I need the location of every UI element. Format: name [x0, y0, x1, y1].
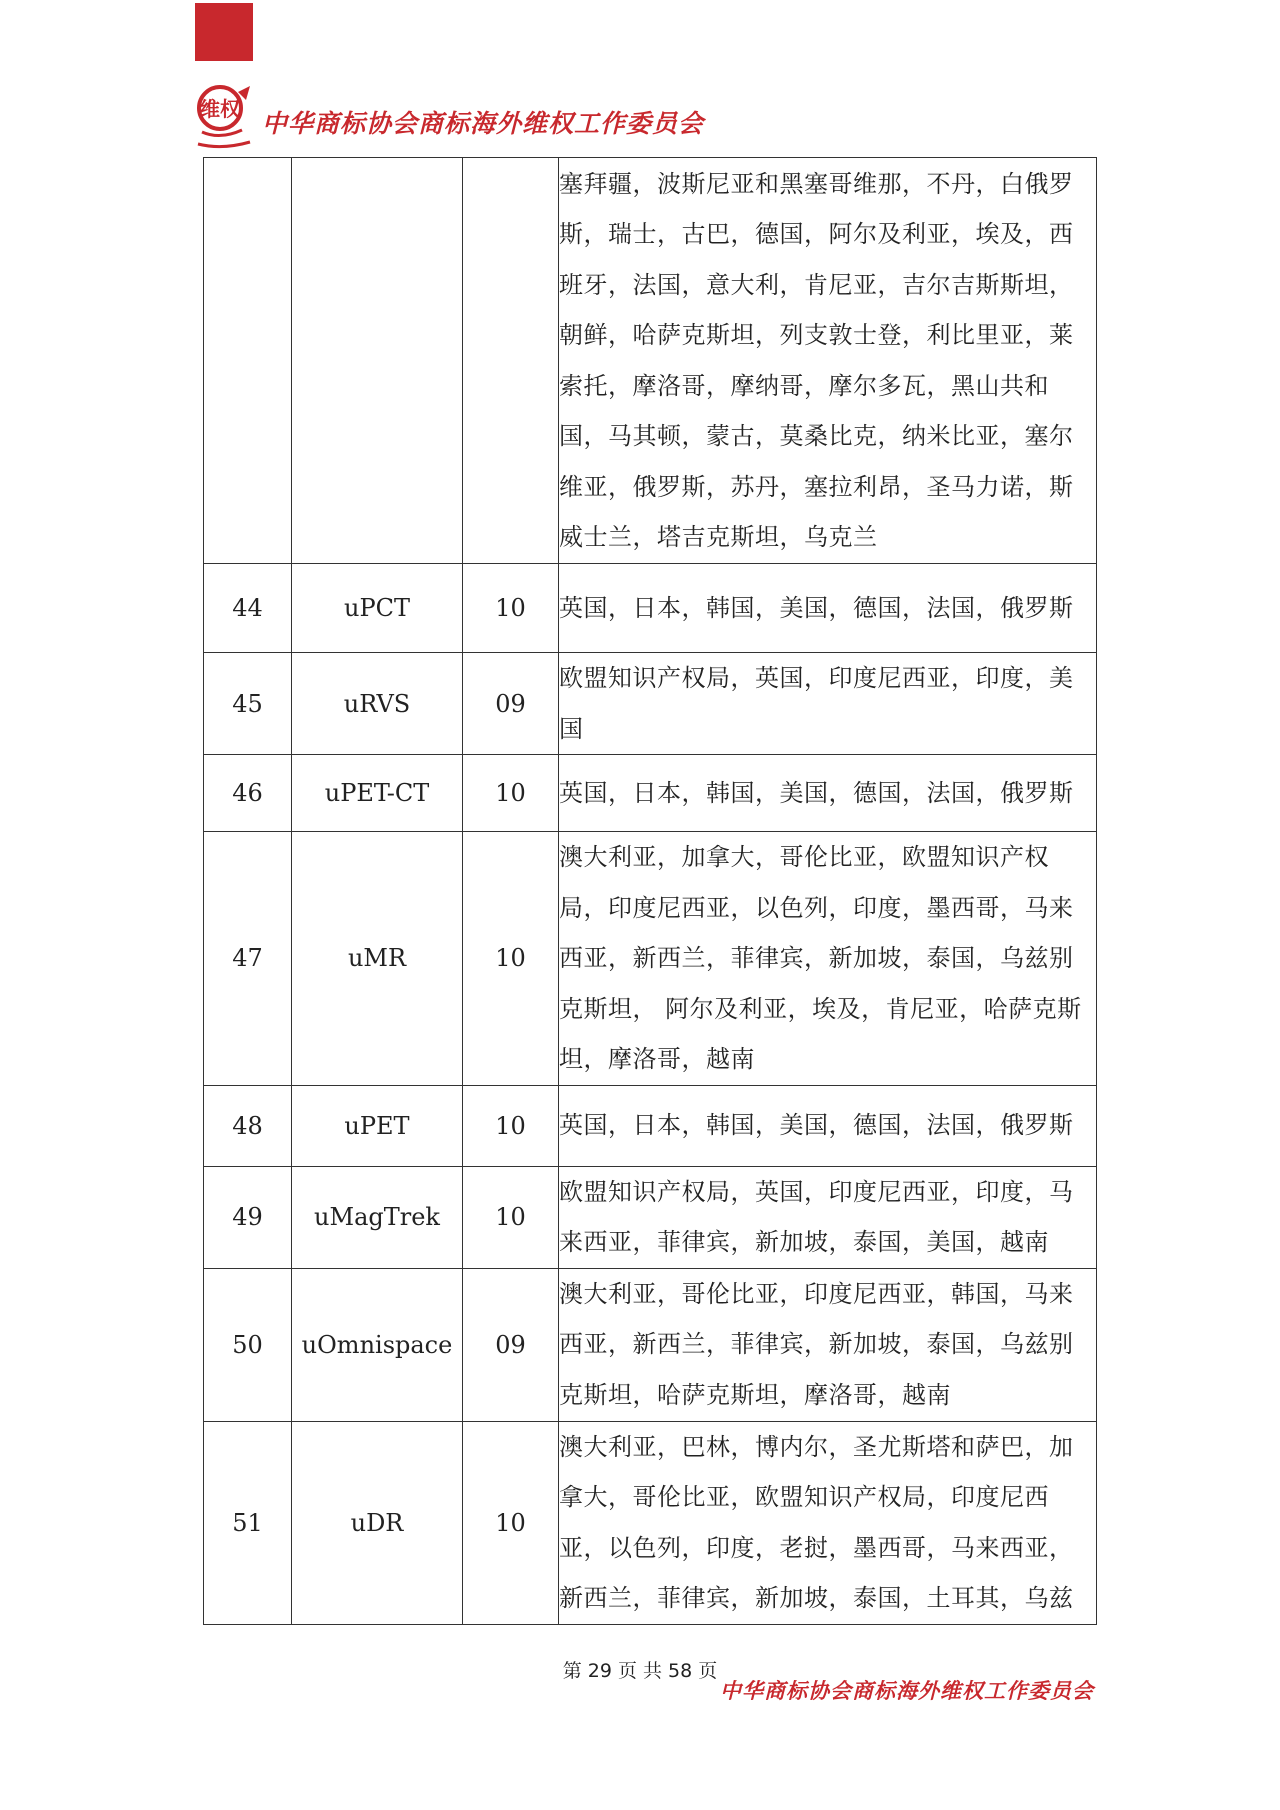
table-row — [204, 564, 1097, 653]
row-countries: 澳大利亚，哥伦比亚，印度尼西亚，韩国，马来西亚，新西兰，菲律宾，新加坡，泰国，乌兹别克斯坦，哈萨克斯坦，摩洛哥，越南 — [559, 1268, 1097, 1421]
row-countries: 澳大利亚，巴林，博内尔，圣尤斯塔和萨巴，加拿大，哥伦比亚，欧盟知识产权局，印度尼西亚，以色列，印度，老挝，墨西哥，马来西亚，新西兰，菲律宾，新加坡，泰国，土耳其，乌兹 — [559, 1421, 1097, 1624]
row-class: 10 — [463, 1085, 559, 1166]
row-class: 10 — [463, 755, 559, 832]
table-row — [204, 653, 1097, 755]
row-class: 10 — [463, 564, 559, 653]
row-countries: 英国，日本，韩国，美国，德国，法国，俄罗斯 — [559, 564, 1097, 653]
row-countries: 欧盟知识产权局，英国，印度尼西亚，印度，马来西亚，菲律宾，新加坡，泰国，美国，越南 — [559, 1166, 1097, 1268]
row-product — [292, 158, 463, 564]
row-countries: 塞拜疆，波斯尼亚和黑塞哥维那，不丹，白俄罗斯，瑞士，古巴，德国，阿尔及利亚，埃及，西班牙，法国，意大利，肯尼亚，吉尔吉斯斯坦， 朝鲜，哈萨克斯坦，列支敦士登，利比里亚，莱索托，摩洛哥，摩纳哥，摩尔多瓦，黑山共和国，马其顿，蒙古，莫桑比克，纳米比亚，塞尔维亚，俄罗斯，苏丹，塞拉利昂，圣马力诺，斯威士兰，塔吉克斯坦，乌克兰 — [559, 158, 1097, 564]
row-number: 50 — [204, 1268, 292, 1421]
row-product: uRVS — [292, 653, 463, 755]
page-number: 第 29 页 共 58 页 — [562, 1660, 718, 1682]
row-number: 51 — [204, 1421, 292, 1624]
row-number: 48 — [204, 1085, 292, 1166]
table-row — [204, 1085, 1097, 1166]
row-countries: 英国，日本，韩国，美国，德国，法国，俄罗斯 — [559, 1085, 1097, 1166]
row-countries: 英国，日本，韩国，美国，德国，法国，俄罗斯 — [559, 755, 1097, 832]
row-product: uMR — [292, 832, 463, 1086]
row-product: uMagTrek — [292, 1166, 463, 1268]
table-row — [204, 755, 1097, 832]
row-number: 47 — [204, 832, 292, 1086]
row-number: 45 — [204, 653, 292, 755]
row-number: 49 — [204, 1166, 292, 1268]
table-row — [204, 1421, 1097, 1624]
row-product: uDR — [292, 1421, 463, 1624]
logo-text: 维权 — [200, 97, 240, 121]
row-product: uOmnispace — [292, 1268, 463, 1421]
row-product: uPET — [292, 1085, 463, 1166]
table-row — [204, 1268, 1097, 1421]
row-countries: 澳大利亚，加拿大，哥伦比亚，欧盟知识产权局，印度尼西亚，以色列，印度，墨西哥，马来西亚，新西兰，菲律宾，新加坡，泰国，乌兹别克斯坦， 阿尔及利亚，埃及，肯尼亚，哈萨克斯坦，摩洛哥，越南 — [559, 832, 1097, 1086]
header-red-block — [195, 3, 253, 61]
logo-seal-icon — [194, 80, 254, 152]
table-row — [204, 832, 1097, 1086]
trademark-table — [203, 157, 1097, 1625]
header-title: 中华商标协会商标海外维权工作委员会 — [262, 109, 705, 138]
row-class: 09 — [463, 1268, 559, 1421]
table-row — [204, 1166, 1097, 1268]
row-class: 10 — [463, 832, 559, 1086]
row-product: uPCT — [292, 564, 463, 653]
row-product: uPET-CT — [292, 755, 463, 832]
footer-org-signature: 中华商标协会商标海外维权工作委员会 — [720, 1678, 1094, 1703]
row-number — [204, 158, 292, 564]
row-number: 46 — [204, 755, 292, 832]
row-number: 44 — [204, 564, 292, 653]
row-class: 10 — [463, 1421, 559, 1624]
row-class — [463, 158, 559, 564]
table-row — [204, 158, 1097, 564]
row-class: 09 — [463, 653, 559, 755]
row-countries: 欧盟知识产权局，英国，印度尼西亚，印度，美国 — [559, 653, 1097, 755]
row-class: 10 — [463, 1166, 559, 1268]
